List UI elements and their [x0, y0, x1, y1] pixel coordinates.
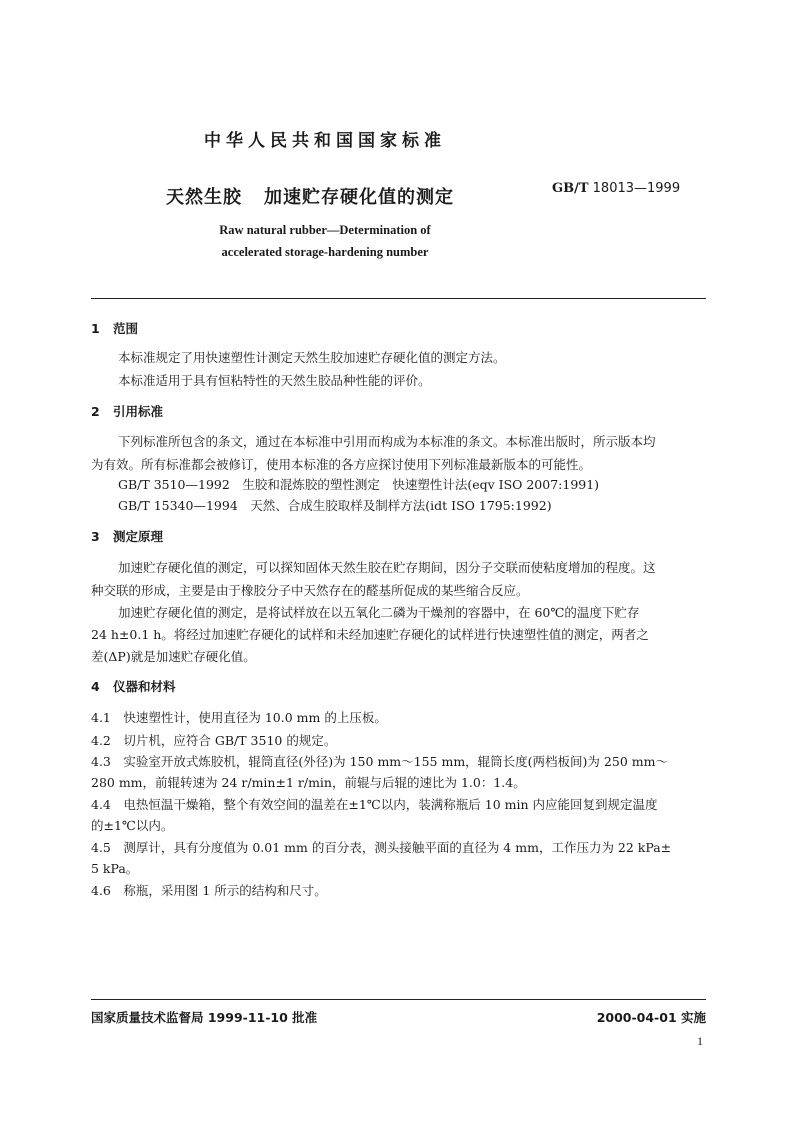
paragraph-line: 24 h±0.1 h。将经过加速贮存硬化的试样和未经加速贮存硬化的试样进行快速塑性值的测定，两者之	[91, 627, 649, 642]
section-heading-2	[91, 402, 163, 420]
section-title: 范围	[113, 321, 139, 336]
implementation-date: 2000-04-01 实施	[596, 1010, 706, 1025]
clause-line: 4.4 电热恒温干燥箱，整个有效空间的温差在±1℃以内，装满称瓶后 10 min 内应能回复到规定温度	[91, 797, 658, 812]
clause-line: 4.1 快速塑性计，使用直径为 10.0 mm 的上压板。	[91, 710, 387, 725]
standard-prefix: GB/T	[552, 181, 589, 196]
document-title	[166, 183, 454, 209]
clause-line: 的±1℃以内。	[91, 818, 174, 833]
reference-item: GB/T 15340—1994 天然、合成生胶取样及制样方法(idt ISO 1795:1992)	[118, 498, 552, 513]
section-title: 测定原理	[113, 529, 164, 544]
section-heading-3	[91, 527, 163, 545]
paragraph-line: 下列标准所包含的条文，通过在本标准中引用而构成为本标准的条文。本标准出版时，所示版本均	[118, 434, 656, 449]
section-number: 3	[91, 529, 100, 544]
section-heading-4	[91, 677, 176, 695]
document-title-part2: 加速贮存硬化值的测定	[264, 187, 454, 208]
section-number: 1	[91, 321, 100, 336]
section-title: 仪器和材料	[113, 679, 176, 694]
paragraph-line: 种交联的形成，主要是由于橡胶分子中天然存在的醛基所促成的某些缩合反应。	[91, 583, 529, 598]
document-title-part1: 天然生胶	[166, 187, 242, 208]
section-title: 引用标准	[113, 404, 164, 419]
clause-line: 4.3 实验室开放式炼胶机，辊筒直径(外径)为 150 mm～155 mm，辊筒长度(两档板间)为 250 mm～	[91, 754, 668, 769]
english-title-line-2: accelerated storage-hardening number	[221, 245, 429, 259]
section-number: 4	[91, 679, 100, 694]
approval-statement: 国家质量技术监督局 1999-11-10 批准	[91, 1010, 318, 1025]
paragraph-line: 加速贮存硬化值的测定，是将试样放在以五氧化二磷为干燥剂的容器中，在 60℃的温度下贮存	[118, 605, 640, 620]
header-divider	[91, 298, 706, 299]
section-heading-1	[91, 319, 138, 337]
paragraph-line: 差(ΔP)就是加速贮存硬化值。	[91, 649, 256, 664]
clause-line: 4.5 测厚计，具有分度值为 0.01 mm 的百分表，测头接触平面的直径为 4 mm，工作压力为 22 kPa±	[91, 840, 672, 855]
paragraph-line: 本标准适用于具有恒粘特性的天然生胶品种性能的评价。	[118, 373, 431, 388]
paragraph-line: 加速贮存硬化值的测定，可以探知固体天然生胶在贮存期间，因分子交联而使粘度增加的程度。这	[118, 560, 656, 575]
paragraph-line: 本标准规定了用快速塑性计测定天然生胶加速贮存硬化值的测定方法。	[118, 350, 506, 365]
standard-code: 18013—1999	[592, 181, 681, 196]
footer-divider	[91, 999, 706, 1000]
clause-line: 4.6 称瓶，采用图 1 所示的结构和尺寸。	[91, 883, 327, 898]
reference-item: GB/T 3510—1992 生胶和混炼胶的塑性测定 快速塑性计法(eqv ISO 2007:1991)	[118, 477, 600, 492]
section-number: 2	[91, 404, 100, 419]
clause-line: 4.2 切片机，应符合 GB/T 3510 的规定。	[91, 733, 337, 748]
national-standard-title: 中华人民共和国国家标准	[204, 131, 446, 151]
paragraph-line: 为有效。所有标准都会被修订，使用本标准的各方应探讨使用下列标准最新版本的可能性。	[91, 457, 592, 472]
page-number: 1	[697, 1034, 703, 1048]
english-title-line-1: Raw natural rubber—Determination of	[219, 223, 431, 237]
clause-line: 280 mm，前辊转速为 24 r/min±1 r/min，前辊与后辊的速比为 1.0：1.4。	[91, 775, 526, 790]
clause-line: 5 kPa。	[91, 861, 139, 876]
standard-number	[552, 181, 680, 196]
